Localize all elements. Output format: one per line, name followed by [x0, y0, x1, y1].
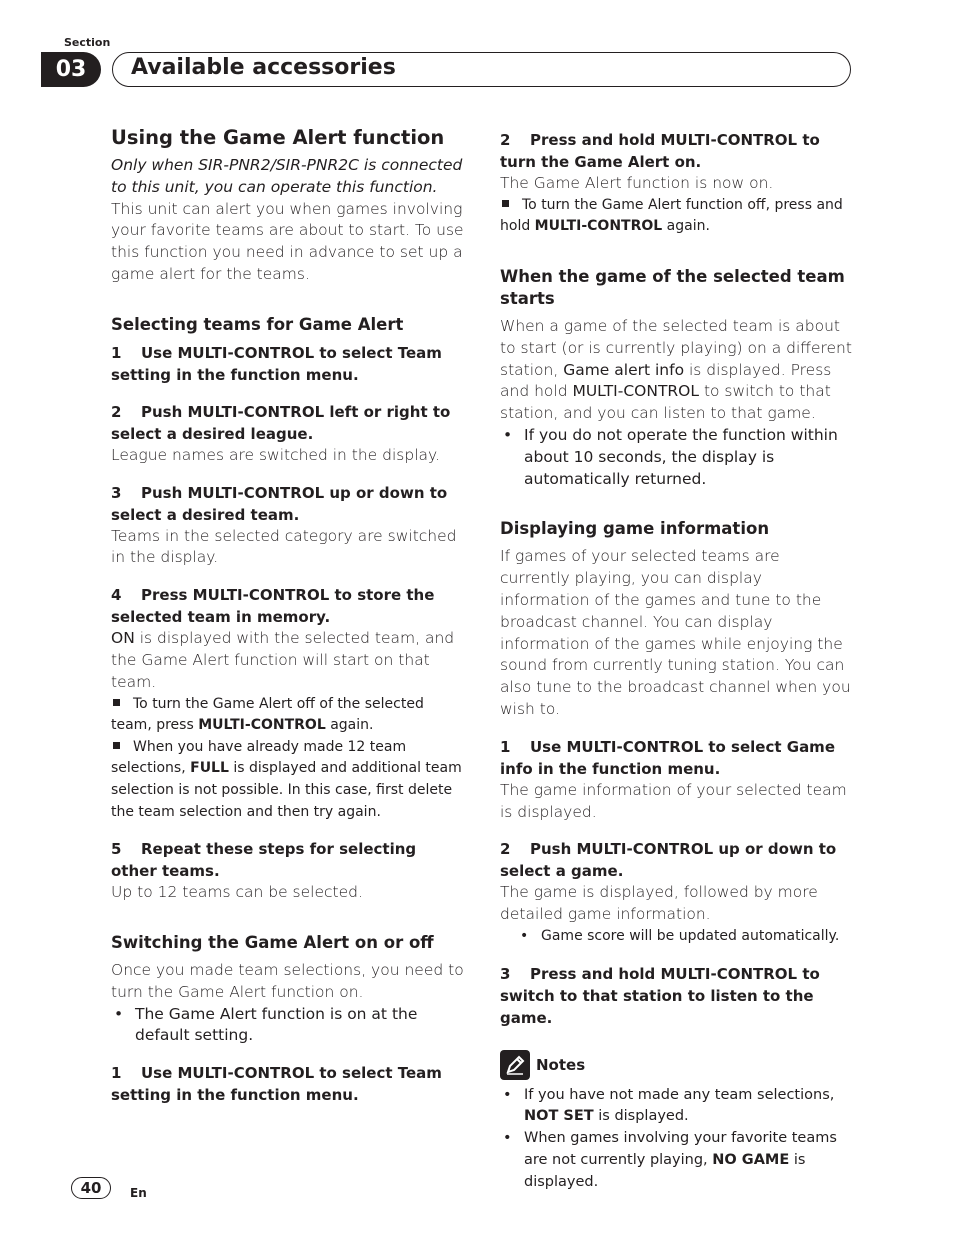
- display-step-1-desc: The game information of your selected team is displayed.: [500, 780, 847, 821]
- bullet-icon: •: [503, 425, 513, 444]
- switch-step-2: [500, 129, 852, 173]
- step-text: Push MULTI-CONTROL up or down to select a desired team.: [111, 483, 448, 524]
- step-number: 1: [111, 343, 122, 362]
- bullet-icon: •: [520, 927, 529, 944]
- intro-text: This unit can alert you when games involving your favorite teams are about to start. To use this function you need in advance to set up a game alert for the teams.: [111, 199, 464, 283]
- game-starts-desc: [500, 316, 852, 425]
- step-text: Push MULTI-CONTROL left or right to select a desired league.: [111, 402, 451, 443]
- bullet-item: [111, 1004, 466, 1048]
- step-text: Repeat these steps for selecting other teams.: [111, 840, 417, 881]
- bullet-text: If you do not operate the function within about 10 seconds, the display is automatically returned.: [524, 425, 838, 488]
- square-bullet-icon: [502, 200, 509, 207]
- bullet-bold: NOT SET: [524, 1108, 594, 1125]
- step-number: 3: [111, 483, 122, 502]
- bullet-item: [500, 1085, 852, 1129]
- step-number: 2: [500, 840, 511, 859]
- bullet-text: If you have not made any team selections,: [524, 1086, 835, 1103]
- notes-icon: [500, 1050, 530, 1080]
- step-text: Use MULTI-CONTROL to select Game info in the function menu.: [500, 737, 835, 778]
- section-number: 03: [41, 52, 101, 87]
- switch-step-2-desc: The Game Alert function is now on.: [500, 174, 774, 192]
- note-text: again.: [325, 717, 374, 734]
- desc-text: When a game of the selected team is about to start (or is currently playing) on a different station,: [500, 316, 852, 379]
- displaying-desc: If games of your selected teams are currently playing, you can display information of the games and tune to the broadcast channel. You can display information of the games while enjoying the sound from currently tuning station. You can also tune to the broadcast channel when you wish to.: [500, 547, 851, 718]
- on-label: ON: [111, 629, 135, 648]
- subheading-displaying-info: Displaying game information: [500, 519, 770, 539]
- step-number: 3: [500, 964, 511, 983]
- step-number: 2: [111, 402, 122, 421]
- subheading-game-starts: When the game of the selected team starts: [500, 266, 845, 308]
- step-5-desc: Up to 12 teams can be selected.: [111, 883, 363, 902]
- note-text: To turn the Game Alert function off, press and hold: [500, 196, 843, 235]
- bullet-item: [500, 926, 852, 948]
- bullet-item: [500, 425, 852, 490]
- bullet-text: Game score will be updated automatically.: [541, 927, 840, 944]
- subheading-selecting-teams: Selecting teams for Game Alert: [111, 314, 404, 334]
- step-text: Use MULTI-CONTROL to select Team setting in the function menu.: [111, 1064, 442, 1105]
- step-4: [111, 584, 466, 628]
- bullet-text: is displayed.: [593, 1108, 689, 1125]
- note-text: When you have already made 12 team selections,: [111, 738, 407, 777]
- display-step-2: [500, 838, 852, 882]
- display-step-1: [500, 736, 852, 780]
- step-1: [111, 342, 466, 386]
- note-bold: MULTI-CONTROL: [198, 717, 326, 734]
- note-text: To turn the Game Alert off of the selected team, press: [111, 695, 424, 734]
- step-3: [111, 482, 466, 526]
- step-4-desc-text: is displayed with the selected team, and the Game Alert function will start on that team.: [111, 629, 455, 691]
- note-text: again.: [662, 218, 710, 235]
- notes-label: Notes: [536, 1055, 586, 1074]
- switching-desc: Once you made team selections, you need to turn the Game Alert function on.: [111, 960, 464, 1001]
- note-item: [500, 195, 852, 238]
- display-step-2-desc: The game is displayed, followed by more detailed game information.: [500, 883, 818, 924]
- step-2: [111, 401, 466, 445]
- step-3-desc: Teams in the selected category are switched in the display.: [111, 526, 457, 567]
- bullet-icon: •: [114, 1004, 124, 1023]
- note-bold: FULL: [190, 760, 229, 777]
- note-item: [111, 737, 466, 823]
- notes-header: [500, 1049, 852, 1081]
- step-text: Push MULTI-CONTROL up or down to select a game.: [500, 840, 837, 881]
- note-text: is displayed and additional team selection is not possible. In this case, first delete the team selection and then try again.: [111, 760, 462, 820]
- intro-italic: Only when SIR-PNR2/SIR-PNR2C is connected to this unit, you can operate this function.: [111, 156, 463, 196]
- note-item: [111, 694, 466, 737]
- desc-text: to switch to that station, and you can listen to that game.: [500, 382, 831, 423]
- step-number: 5: [111, 840, 122, 859]
- bullet-icon: •: [503, 1086, 512, 1103]
- step-text: Press and hold MULTI-CONTROL to switch to that station to listen to the game.: [500, 964, 820, 1027]
- subheading-switching: Switching the Game Alert on or off: [111, 932, 434, 952]
- step-number: 1: [500, 737, 511, 756]
- bullet-text: When games involving your favorite teams are not currently playing,: [524, 1130, 837, 1168]
- bullet-bold: NO GAME: [712, 1151, 790, 1168]
- bullet-icon: •: [503, 1130, 512, 1147]
- language-label: En: [130, 1186, 147, 1200]
- square-bullet-icon: [113, 699, 120, 706]
- page-number: 40: [71, 1177, 111, 1199]
- note-bold: MULTI-CONTROL: [534, 218, 663, 235]
- step-text: Press MULTI-CONTROL to store the selected team in memory.: [111, 586, 435, 627]
- bullet-item: [500, 1128, 852, 1193]
- step-number: 1: [111, 1064, 122, 1083]
- switch-step-1: [111, 1062, 466, 1106]
- step-2-desc: League names are switched in the display.: [111, 445, 440, 464]
- bullet-text: is displayed.: [524, 1151, 806, 1190]
- bullet-text: The Game Alert function is on at the default setting.: [135, 1004, 418, 1045]
- display-step-3: [500, 963, 852, 1029]
- section-label: Section: [64, 36, 111, 49]
- step-4-desc: [111, 628, 466, 693]
- step-number: 2: [500, 131, 511, 149]
- right-column: [500, 129, 852, 1194]
- step-number: 4: [111, 586, 122, 605]
- title-box: [112, 52, 851, 87]
- left-column: [111, 125, 466, 1106]
- square-bullet-icon: [113, 742, 120, 749]
- step-5: [111, 838, 466, 882]
- step-text: Press and hold MULTI-CONTROL to turn the Game Alert on.: [500, 131, 820, 171]
- step-text: Use MULTI-CONTROL to select Team setting in the function menu.: [111, 343, 442, 384]
- page-title: Available accessories: [131, 55, 396, 80]
- main-heading: Using the Game Alert function: [111, 126, 445, 149]
- desc-bold: Game alert info: [563, 360, 685, 379]
- desc-bold: MULTI-CONTROL: [572, 382, 700, 401]
- desc-text: is displayed. Press and hold: [500, 360, 832, 401]
